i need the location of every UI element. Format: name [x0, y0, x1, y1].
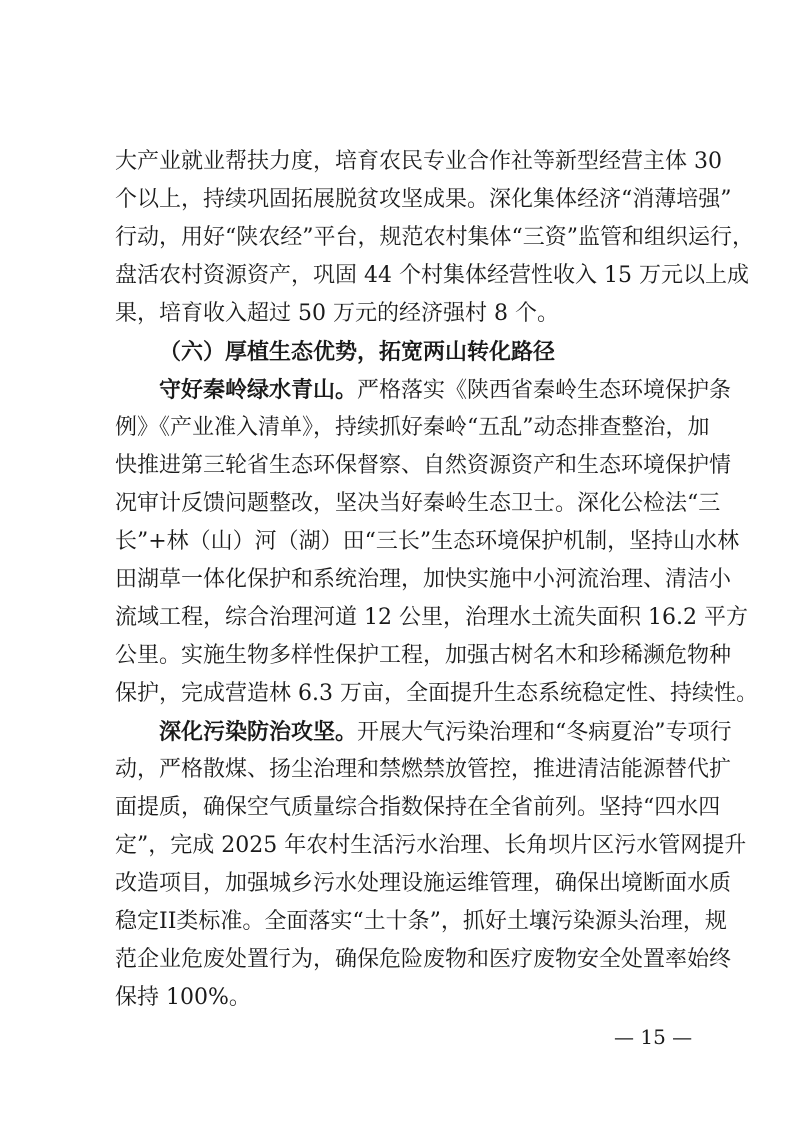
body-line	[115, 295, 681, 333]
section-heading-text: （六）厚植生态优势，拓宽两山转化路径	[159, 339, 556, 365]
body-line	[115, 523, 740, 561]
body-line	[115, 751, 732, 789]
body-line	[115, 143, 722, 181]
body-line	[115, 979, 681, 1017]
line-text: 改造项目，加强城乡污水处理设施运维管理，确保出境断面水质	[115, 871, 732, 896]
line-text: 长”+林（山）河（湖）田“三长”生态环境保护机制，坚持山水林	[115, 529, 740, 554]
line-text: 快推进第三轮省生态环保督察、自然资源资产和生态环境保护情	[115, 453, 732, 478]
page-number: — 15 —	[614, 1025, 693, 1049]
body-line	[115, 865, 732, 903]
line-text: 大产业就业帮扶力度，培育农民专业合作社等新型经营主体 30	[115, 149, 722, 174]
body-line	[115, 675, 758, 713]
body-line	[115, 561, 732, 599]
body-line	[115, 409, 710, 447]
line-text: 范企业危废处置行为，确保危险废物和医疗废物安全处置率始终	[115, 947, 732, 972]
line-text: 面提质，确保空气质量综合指数保持在全省前列。坚持“四水四	[115, 795, 721, 820]
paragraph-lead: 守好秦岭绿水青山。	[159, 377, 358, 403]
body-line	[115, 941, 732, 979]
line-text: 个以上，持续巩固拓展脱贫攻坚成果。深化集体经济“消薄培强”	[115, 187, 732, 212]
line-text: 盘活农村资源资产，巩固 44 个村集体经营性收入 15 万元以上成	[115, 263, 749, 288]
body-line	[115, 447, 732, 485]
paragraph-lead: 深化污染防治攻坚。	[159, 719, 358, 745]
line-text: 例》《产业准入清单》，持续抓好秦岭“五乱”动态排查整治，加	[115, 415, 710, 440]
body-line	[115, 181, 732, 219]
line-text: 动，严格散煤、扬尘治理和禁燃禁放管控，推进清洁能源替代扩	[115, 757, 732, 782]
body-line	[115, 219, 754, 257]
paragraph-first-line	[159, 713, 732, 751]
line-text: 保持 100%。	[115, 985, 251, 1010]
body-line	[115, 789, 721, 827]
line-text: 公里。实施生物多样性保护工程，加强古树名木和珍稀濒危物种	[115, 643, 732, 668]
line-text: 况审计反馈问题整改，坚决当好秦岭生态卫士。深化公检法“三	[115, 491, 721, 516]
body-line	[115, 599, 748, 637]
line-text: 田湖草一体化保护和系统治理，加快实施中小河流治理、清洁小	[115, 567, 732, 592]
line-text: 开展大气污染治理和“冬病夏治”专项行	[357, 720, 732, 745]
section-heading	[159, 333, 681, 371]
line-text: 严格落实《陕西省秦岭生态环境保护条	[357, 378, 732, 403]
line-text: 果，培育收入超过 50 万元的经济强村 8 个。	[115, 301, 559, 326]
line-text: 稳定II类标准。全面落实“土十条”，抓好土壤污染源头治理，规	[115, 909, 727, 934]
line-text: 定”，完成 2025 年农村生活污水治理、长角坝片区污水管网提升	[115, 833, 747, 858]
paragraph-first-line	[159, 371, 732, 409]
body-line	[115, 827, 747, 865]
body-line	[115, 485, 721, 523]
line-text: 保护，完成营造林 6.3 万亩，全面提升生态系统稳定性、持续性。	[115, 681, 758, 706]
body-line	[115, 257, 749, 295]
body-line	[115, 903, 727, 941]
line-text: 流域工程，综合治理河道 12 公里，治理水土流失面积 16.2 平方	[115, 605, 748, 630]
line-text: 行动，用好“陕农经”平台，规范农村集体“三资”监管和组织运行，	[115, 225, 754, 250]
body-line	[115, 637, 732, 675]
